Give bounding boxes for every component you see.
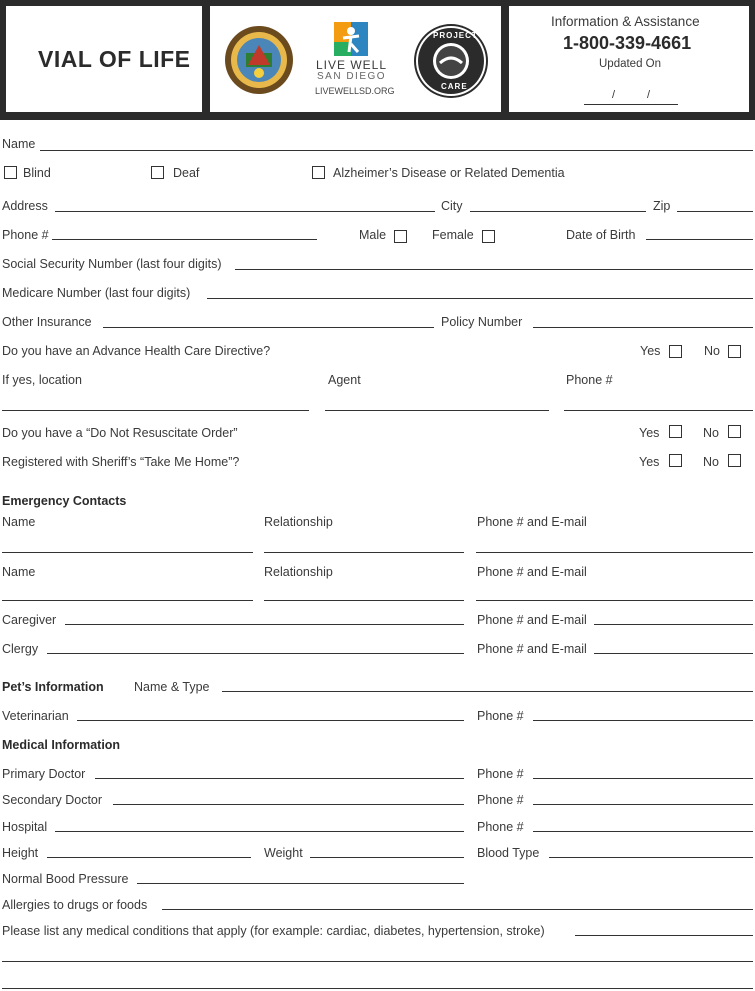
- contact2-name-label: Name: [2, 565, 36, 579]
- contact1-phone-label: Phone # and E-mail: [477, 515, 587, 529]
- conditions-field-2[interactable]: [2, 961, 753, 962]
- veterinarian-label: Veterinarian: [2, 709, 69, 723]
- dob-field[interactable]: [646, 239, 753, 240]
- pet-name-type-label: Name & Type: [134, 680, 210, 694]
- contact1-relationship-label: Relationship: [264, 515, 333, 529]
- live-well-line2: SAN DIEGO: [317, 71, 387, 82]
- caregiver-phone-field[interactable]: [594, 624, 753, 625]
- blood-type-field[interactable]: [549, 857, 753, 858]
- contact2-name-field[interactable]: [2, 600, 253, 601]
- veterinarian-field[interactable]: [77, 720, 464, 721]
- name-field[interactable]: [40, 150, 753, 151]
- caregiver-phone-label: Phone # and E-mail: [477, 613, 587, 627]
- title-box: [6, 6, 202, 112]
- live-well-url: LIVEWELLSD.ORG: [315, 86, 395, 96]
- clergy-label: Clergy: [2, 642, 39, 656]
- primary-doctor-field[interactable]: [95, 778, 464, 779]
- contact2-relationship-field[interactable]: [264, 600, 464, 601]
- blind-checkbox[interactable]: [4, 166, 17, 179]
- contact2-phone-field[interactable]: [476, 600, 753, 601]
- dob-label: Date of Birth: [566, 228, 636, 242]
- agent-field[interactable]: [325, 410, 549, 411]
- conditions-field-1[interactable]: [575, 935, 753, 936]
- medicare-label: Medicare Number (last four digits): [2, 286, 191, 300]
- advance-yes-checkbox[interactable]: [669, 345, 682, 358]
- male-label: Male: [359, 228, 387, 242]
- sheriff-yes-label: Yes: [639, 455, 660, 469]
- hospital-phone-field[interactable]: [533, 831, 753, 832]
- zip-field[interactable]: [677, 211, 753, 212]
- secondary-doctor-field[interactable]: [113, 804, 464, 805]
- clergy-phone-field[interactable]: [594, 653, 753, 654]
- emergency-heading: Emergency Contacts: [2, 494, 127, 508]
- blood-type-label: Blood Type: [477, 846, 540, 860]
- agent-phone-label: Phone #: [566, 373, 613, 387]
- page-title: VIAL OF LIFE: [38, 46, 191, 72]
- live-well-line1: LIVE WELL: [316, 58, 388, 72]
- secondary-doctor-label: Secondary Doctor: [2, 793, 103, 807]
- conditions-label: Please list any medical conditions that apply (for example: cardiac, diabetes, hypertension, stroke): [2, 924, 545, 938]
- secondary-doctor-phone-label: Phone #: [477, 793, 524, 807]
- phone-field[interactable]: [52, 239, 317, 240]
- sheriff-label: Registered with Sheriff’s “Take Me Home”?: [2, 455, 240, 469]
- male-checkbox[interactable]: [394, 230, 407, 243]
- zip-label: Zip: [653, 199, 671, 213]
- dnr-label: Do you have a “Do Not Resuscitate Order”: [2, 426, 238, 440]
- clergy-field[interactable]: [47, 653, 464, 654]
- conditions-field-3[interactable]: [2, 988, 753, 989]
- advance-no-checkbox[interactable]: [728, 345, 741, 358]
- primary-doctor-phone-field[interactable]: [533, 778, 753, 779]
- policy-number-field[interactable]: [533, 327, 753, 328]
- other-insurance-field[interactable]: [103, 327, 434, 328]
- weight-field[interactable]: [310, 857, 464, 858]
- contact1-name-label: Name: [2, 515, 36, 529]
- contact1-relationship-field[interactable]: [264, 552, 464, 553]
- city-label: City: [441, 199, 463, 213]
- hospital-label: Hospital: [2, 820, 48, 834]
- alzheimers-label: Alzheimer’s Disease or Related Dementia: [333, 166, 565, 180]
- contact2-relationship-label: Relationship: [264, 565, 333, 579]
- vet-phone-label: Phone #: [477, 709, 524, 723]
- address-field[interactable]: [55, 211, 435, 212]
- dnr-no-label: No: [703, 426, 719, 440]
- dnr-no-checkbox[interactable]: [728, 425, 741, 438]
- pet-name-type-field[interactable]: [222, 691, 753, 692]
- updated-on-label: Updated On: [599, 58, 662, 70]
- info-title: Information & Assistance: [551, 14, 700, 29]
- female-checkbox[interactable]: [482, 230, 495, 243]
- info-box: [509, 6, 749, 112]
- primary-doctor-phone-label: Phone #: [477, 767, 524, 781]
- hospital-field[interactable]: [55, 831, 464, 832]
- height-label: Height: [2, 846, 39, 860]
- ssn-label: Social Security Number (last four digits): [2, 257, 222, 271]
- vet-phone-field[interactable]: [533, 720, 753, 721]
- weight-label: Weight: [264, 846, 303, 860]
- caregiver-field[interactable]: [65, 624, 464, 625]
- city-field[interactable]: [470, 211, 646, 212]
- project-care-bottom-text: CARE: [441, 82, 468, 91]
- project-care-top-text: PROJECT: [433, 31, 478, 40]
- logos-box: [210, 6, 501, 112]
- height-field[interactable]: [47, 857, 251, 858]
- county-seal-icon: [224, 25, 294, 95]
- sheriff-yes-checkbox[interactable]: [669, 454, 682, 467]
- female-label: Female: [432, 228, 474, 242]
- primary-doctor-label: Primary Doctor: [2, 767, 86, 781]
- clergy-phone-label: Phone # and E-mail: [477, 642, 587, 656]
- other-insurance-label: Other Insurance: [2, 315, 92, 329]
- contact2-phone-label: Phone # and E-mail: [477, 565, 587, 579]
- address-label: Address: [2, 199, 48, 213]
- blood-pressure-label: Normal Bood Pressure: [2, 872, 129, 886]
- dnr-yes-label: Yes: [639, 426, 660, 440]
- date-slash-2: /: [647, 89, 651, 101]
- contact1-name-field[interactable]: [2, 552, 253, 553]
- sheriff-no-label: No: [703, 455, 719, 469]
- phone-label: Phone #: [2, 228, 49, 242]
- dnr-yes-checkbox[interactable]: [669, 425, 682, 438]
- advance-directive-label: Do you have an Advance Health Care Directive?: [2, 344, 271, 358]
- updated-date-line[interactable]: [584, 104, 678, 105]
- hospital-phone-label: Phone #: [477, 820, 524, 834]
- contact1-phone-field[interactable]: [476, 552, 753, 553]
- advance-yes-label: Yes: [640, 344, 661, 358]
- location-field[interactable]: [2, 410, 309, 411]
- allergies-field[interactable]: [162, 909, 753, 910]
- secondary-doctor-phone-field[interactable]: [533, 804, 753, 805]
- blind-label: Blind: [23, 166, 51, 180]
- policy-number-label: Policy Number: [441, 315, 523, 329]
- date-slash-1: /: [612, 89, 616, 101]
- agent-label: Agent: [328, 373, 361, 387]
- ssn-field[interactable]: [235, 269, 753, 270]
- deaf-label: Deaf: [173, 166, 200, 180]
- agent-phone-field[interactable]: [564, 410, 753, 411]
- sheriff-no-checkbox[interactable]: [728, 454, 741, 467]
- if-yes-location-label: If yes, location: [2, 373, 82, 387]
- info-phone: 1-800-339-4661: [563, 33, 692, 53]
- medical-heading: Medical Information: [2, 738, 121, 752]
- advance-no-label: No: [704, 344, 720, 358]
- caregiver-label: Caregiver: [2, 613, 57, 627]
- name-label: Name: [2, 137, 36, 151]
- allergies-label: Allergies to drugs or foods: [2, 898, 148, 912]
- pet-heading: Pet’s Information: [2, 680, 104, 694]
- deaf-checkbox[interactable]: [151, 166, 164, 179]
- alzheimers-checkbox[interactable]: [312, 166, 325, 179]
- blood-pressure-field[interactable]: [137, 883, 464, 884]
- live-well-logo-icon: [334, 22, 368, 56]
- medicare-field[interactable]: [207, 298, 753, 299]
- header-bar: [0, 0, 755, 120]
